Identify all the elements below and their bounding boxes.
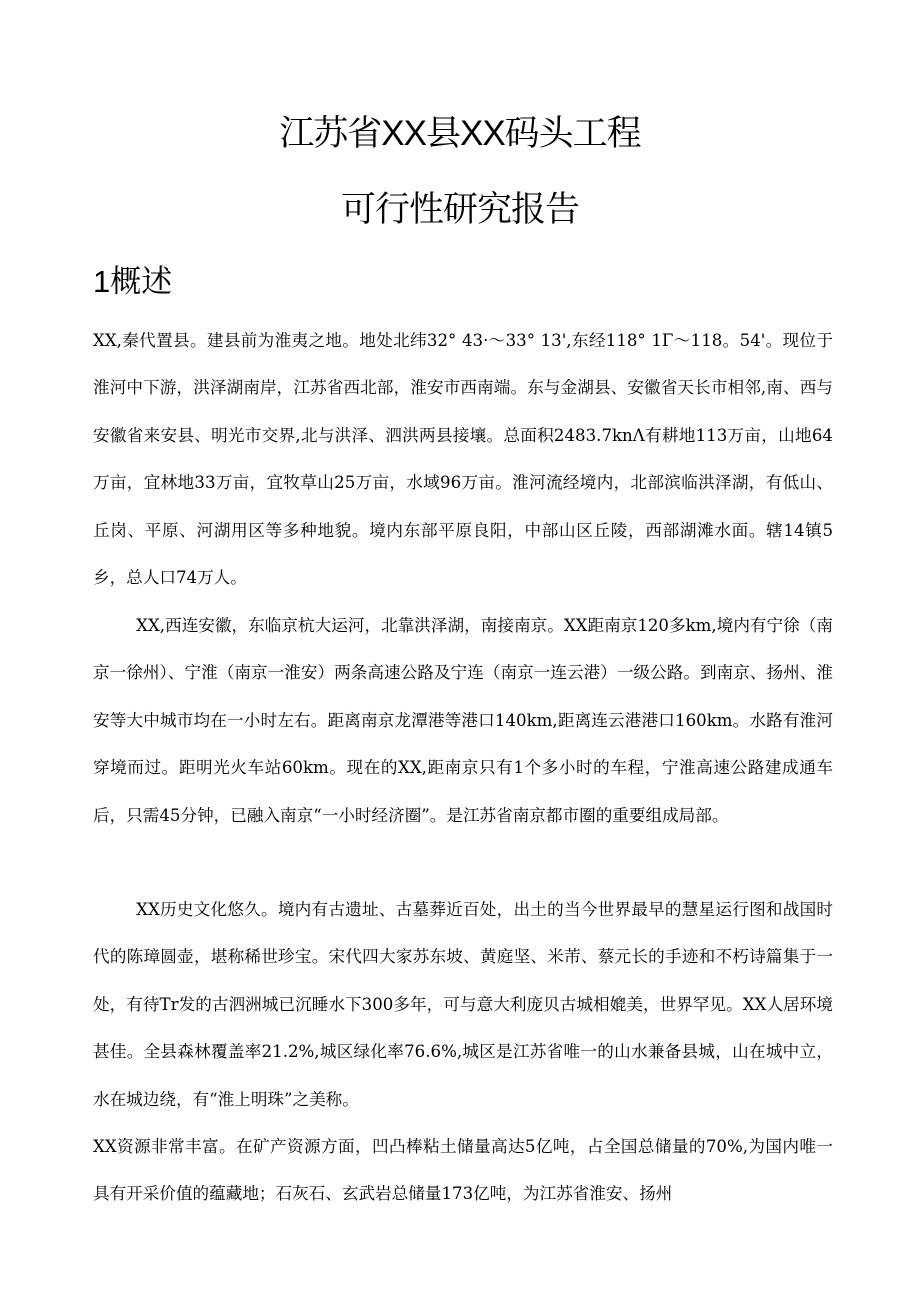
paragraph-transport: XX,西连安徽，东临京杭大运河，北靠洪泽湖，南接南京。XX距南京120多km,境内有宁徐（南京一徐州）、宁淮（南京一淮安）两条高速公路及宁连（南京一连云港）一级公路。到南京、扬州、淮安等大中城市均在一小时左右。距离南京龙潭港等港口140km,距离连云港港口160km。水路有淮河穿境而过。距明光火车站60km。现在的XX,距南京只有1个多小时的车程，宁淮高速公路建成通车后，只需45分钟，已融入南京“一小时经济圈”。是江苏省南京都市圈的重要组成局部。 — [93, 616, 833, 825]
document-title-line-2: 可行性研究报告 — [340, 190, 579, 229]
section-heading: 1概述 — [93, 264, 173, 299]
paragraph-resources: XX资源非常丰富。在矿产资源方面，凹凸棒粘土储量高达5亿吨，占全国总储量的70%,为国内唯一具有开采价值的蕴藏地；石灰石、玄武岩总储量173亿吨，为江苏省淮安、扬州 — [93, 1137, 833, 1204]
document-title-line-1: 江苏省XX县XX码头工程 — [279, 114, 641, 153]
paragraph-location: XX,秦代置县。建县前为淮夷之地。地处北纬32° 43·～33° 13',东经118° 1Γ～118。54'。现位于淮河中下游，洪泽湖南岸，江苏省西北部，淮安市西南端。东与金湖县、安徽省天长市相邻,南、西与安徽省来安县、明光市交界,北与洪泽、泗洪两县接壤。总面积2483.7knΛ有耕地113万亩，山地64万亩，宜林地33万亩，宜牧草山25万亩，水域96万亩。淮河流经境内，北部滨临洪泽湖，有低山、丘岗、平原、河湖用区等多种地貌。境内东部平原良阳，中部山区丘陵，西部湖滩水面。辖14镇5乡，总人口74万人。 — [93, 331, 833, 588]
paragraph-history: XX历史文化悠久。境内有古遗址、古墓葬近百处，出土的当今世界最早的慧星运行图和战国时代的陈璋圆壶，堪称稀世珍宝。宋代四大家苏东坡、黄庭坚、米芾、蔡元长的手迹和不朽诗篇集于一处，有待Tr发的古泗洲城已沉睡水下300多年，可与意大利庞贝古城相媲美，世界罕见。XX人居环境甚佳。全县森林覆盖率21.2%,城区绿化率76.6%,城区是江苏省唯一的山水兼备县城，山在城中立，水在城边绕，有“淮上明珠”之美称。 — [93, 900, 833, 1109]
